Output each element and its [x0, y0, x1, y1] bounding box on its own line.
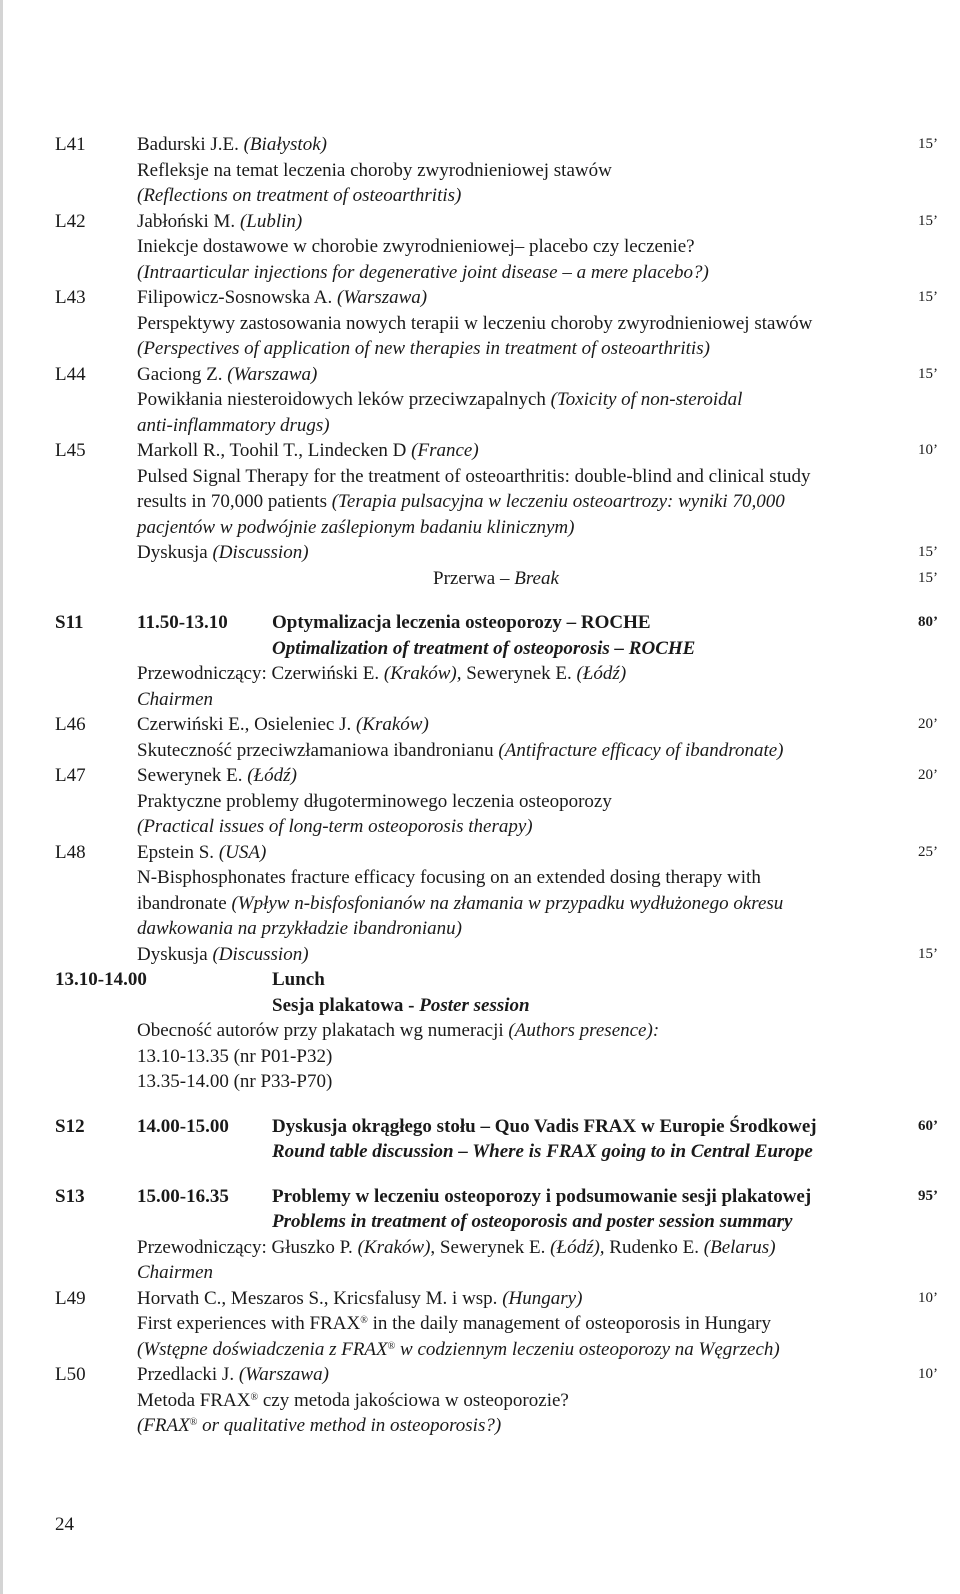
- entry-text: [137, 891, 783, 917]
- program-list: [0, 132, 960, 1439]
- text-segment: Problemy w leczeniu osteoporozy i podsumowanie sesji plakatowej: [272, 1185, 812, 1207]
- text-segment: (Warszawa): [238, 1364, 329, 1385]
- program-line: [0, 840, 960, 866]
- entry-text: [137, 712, 429, 738]
- session-title: [272, 967, 325, 993]
- text-segment: w codziennym leczeniu osteoporozy na Węgrzech): [395, 1338, 780, 1360]
- program-line: [0, 336, 960, 362]
- entry-text: [137, 942, 309, 968]
- text-segment: Horvath C., Meszaros S., Kricsfalusy M. i wsp.: [137, 1287, 503, 1309]
- duration: 25’: [918, 843, 938, 860]
- entry-text: [137, 489, 785, 515]
- entry-text: [137, 1337, 780, 1363]
- program-line: [0, 916, 960, 942]
- duration: 15’: [918, 544, 938, 560]
- program-line: [0, 362, 960, 388]
- session-title: [272, 1209, 792, 1235]
- program-line: [0, 1362, 960, 1388]
- text-segment: (Warszawa): [337, 287, 428, 308]
- text-segment: (Wpływ n-bisfosfonianów na złamania w przypadku wydłużonego okresu: [231, 892, 784, 914]
- session-title: [272, 993, 530, 1019]
- entry-text: [137, 1388, 569, 1414]
- entry-code: L49: [55, 1287, 86, 1309]
- text-segment: (France): [411, 440, 479, 461]
- program-line: [0, 763, 960, 789]
- text-segment: Chairmen: [137, 1262, 213, 1283]
- entry-text: [137, 132, 327, 158]
- program-line: [0, 814, 960, 840]
- entry-text: [137, 1044, 332, 1070]
- program-line: [0, 260, 960, 286]
- entry-text: [137, 387, 742, 413]
- text-segment: Obecność autorów przy plakatach wg numeracji: [137, 1020, 509, 1041]
- duration: 20’: [918, 767, 938, 783]
- text-segment: Metoda FRAX: [137, 1389, 251, 1411]
- program-line: [0, 1388, 960, 1414]
- program-line: [0, 413, 960, 439]
- text-segment: (Belarus): [703, 1236, 776, 1258]
- text-segment: (Intraarticular injections for degenerative joint disease – a mere placebo?): [137, 261, 709, 283]
- session-time: 11.50-13.10: [137, 612, 228, 633]
- program-line: [0, 311, 960, 337]
- entry-text: [137, 285, 427, 311]
- registered-mark: ®: [189, 1417, 198, 1428]
- text-segment: Optimalization of treatment of osteoporosis – ROCHE: [272, 637, 696, 659]
- session-title: [272, 1114, 817, 1140]
- text-segment: Powikłania niesteroidowych leków przeciwzapalnych: [137, 389, 551, 410]
- text-segment: in the daily management of osteoporosis in Hungary: [367, 1313, 771, 1334]
- text-segment: (Discussion): [212, 943, 309, 965]
- text-segment: czy metoda jakościowa w osteoporozie?: [258, 1389, 569, 1411]
- duration: 10’: [918, 442, 938, 458]
- entry-text: [137, 916, 462, 942]
- entry-code: L46: [55, 714, 86, 735]
- text-segment: (Kraków): [357, 1236, 431, 1258]
- text-segment: (Łódź): [576, 663, 627, 684]
- session-time: 15.00-16.35: [137, 1185, 229, 1207]
- program-line: [0, 942, 960, 968]
- text-segment: Gaciong Z.: [137, 363, 228, 385]
- entry-code: L44: [55, 363, 86, 385]
- program-line: [0, 712, 960, 738]
- program-line: [0, 1069, 960, 1095]
- text-segment: Lunch: [272, 969, 325, 990]
- duration: 15’: [918, 945, 938, 962]
- text-segment: (Discussion): [212, 542, 309, 563]
- text-segment: (Practical issues of long-term osteoporosis therapy): [137, 816, 533, 837]
- entry-text: [137, 260, 709, 286]
- entry-text: [137, 763, 297, 789]
- program-line: [0, 1286, 960, 1312]
- entry-text: [137, 234, 695, 260]
- entry-text: [137, 1286, 582, 1312]
- text-segment: Sewerynek E.: [137, 765, 248, 786]
- program-line: [0, 1260, 960, 1286]
- duration: 20’: [918, 716, 938, 732]
- duration: 15’: [918, 136, 938, 152]
- entry-text: [137, 661, 626, 687]
- entry-text: [137, 1235, 776, 1261]
- program-line: [0, 1209, 960, 1235]
- program-line: [0, 1184, 960, 1210]
- entry-text: [137, 1184, 229, 1210]
- text-segment: Round table discussion – Where is FRAX going to in Central Europe: [272, 1141, 813, 1162]
- text-segment: Przewodniczący: Głuszko P.: [137, 1236, 358, 1258]
- text-segment: Markoll R., Toohil T., Lindecken D: [137, 440, 412, 461]
- entry-code: S13: [55, 1185, 85, 1207]
- program-line: [0, 1018, 960, 1044]
- text-segment: ibandronate: [137, 892, 232, 914]
- entry-code: 13.10-14.00: [55, 969, 147, 990]
- entry-code: L41: [55, 134, 86, 155]
- duration: 15’: [918, 569, 938, 586]
- program-line: [0, 1337, 960, 1363]
- entry-text: [137, 540, 309, 566]
- text-segment: Optymalizacja leczenia osteoporozy – ROCHE: [272, 612, 651, 633]
- text-segment: N-Bisphosphonates fracture efficacy focusing on an extended dosing therapy with: [137, 867, 761, 888]
- text-segment: (Perspectives of application of new therapies in treatment of osteoarthritis): [137, 338, 710, 359]
- text-segment: Sesja plakatowa -: [272, 994, 420, 1016]
- entry-text: [137, 413, 330, 439]
- entry-text: [137, 610, 228, 636]
- program-line: [0, 209, 960, 235]
- entry-code: L43: [55, 287, 86, 308]
- entry-code: S11: [55, 612, 84, 633]
- entry-text: [137, 1114, 229, 1140]
- text-segment: Przedlacki J.: [137, 1364, 239, 1385]
- program-line: [0, 438, 960, 464]
- text-segment: Dyskusja okrągłego stołu – Quo Vadis FRAX w Europie Środkowej: [272, 1115, 817, 1137]
- text-segment: Epstein S.: [137, 841, 219, 863]
- text-segment: (Antifracture efficacy of ibandronate): [498, 739, 784, 761]
- entry-text: [137, 840, 266, 866]
- text-segment: (Wstępne doświadczenia z FRAX: [137, 1338, 388, 1360]
- entry-text: [137, 311, 812, 337]
- program-line: [0, 183, 960, 209]
- text-segment: (Łódź),: [550, 1236, 605, 1258]
- duration: 15’: [918, 365, 938, 382]
- duration: 10’: [918, 1366, 938, 1382]
- text-segment: (FRAX: [137, 1415, 190, 1436]
- entry-text: [137, 814, 533, 840]
- duration: 95’: [918, 1187, 938, 1204]
- session-time: 14.00-15.00: [137, 1115, 229, 1137]
- duration: 15’: [918, 289, 938, 305]
- text-segment: results in 70,000 patients: [137, 491, 332, 512]
- entry-text: [137, 464, 810, 490]
- program-line: [0, 738, 960, 764]
- entry-text: [137, 789, 612, 815]
- registered-mark: ®: [387, 1340, 396, 1352]
- text-segment: First experiences with FRAX: [137, 1313, 361, 1334]
- text-segment: Czerwiński E., Osieleniec J.: [137, 714, 356, 735]
- entry-code: L47: [55, 765, 86, 786]
- text-segment: (Reflections on treatment of osteoarthritis): [137, 185, 462, 206]
- text-segment: Chairmen: [137, 688, 213, 710]
- text-segment: Dyskusja: [137, 542, 213, 563]
- text-segment: , Sewerynek E.: [430, 1236, 551, 1258]
- text-segment: pacjentów w podwójnie zaślepionym badaniu klinicznym): [137, 516, 575, 538]
- entry-text: [137, 1311, 771, 1337]
- registered-mark: ®: [360, 1315, 368, 1326]
- text-segment: 13.35-14.00 (nr P33-P70): [137, 1071, 333, 1092]
- text-segment: (USA): [218, 841, 267, 863]
- entry-text: [137, 158, 612, 184]
- program-line: [0, 865, 960, 891]
- program-line: [0, 687, 960, 713]
- text-segment: Jabłoński M.: [137, 210, 240, 232]
- program-line: [0, 464, 960, 490]
- entry-text: [137, 336, 710, 362]
- text-segment: 13.10-13.35 (nr P01-P32): [137, 1045, 333, 1067]
- program-line: [0, 636, 960, 662]
- program-line: [0, 610, 960, 636]
- entry-text: [137, 183, 461, 209]
- text-segment: (Kraków): [355, 714, 429, 735]
- program-line: [0, 993, 960, 1019]
- text-segment: Pulsed Signal Therapy for the treatment of osteoarthritis: double-blind and clinical study: [137, 465, 811, 487]
- entry-code: L50: [55, 1364, 86, 1385]
- text-segment: (Terapia pulsacyjna w leczeniu osteoartrozy: wyniki 70,000: [331, 491, 785, 512]
- text-segment: Dyskusja: [137, 943, 213, 965]
- text-segment: (Toxicity of non-steroidal: [550, 389, 743, 410]
- entry-text: [137, 515, 574, 541]
- program-line: [0, 285, 960, 311]
- entry-text: [137, 738, 784, 764]
- entry-text: [137, 1362, 329, 1388]
- entry-text: [433, 566, 559, 592]
- text-segment: Przerwa –: [433, 567, 515, 589]
- session-title: [272, 1184, 811, 1210]
- text-segment: anti-inflammatory drugs): [137, 414, 330, 436]
- text-segment: Problems in treatment of osteoporosis and poster session summary: [272, 1211, 793, 1232]
- text-segment: or qualitative method in osteoporosis?): [197, 1415, 502, 1436]
- duration: 15’: [918, 212, 938, 229]
- program-line: [0, 515, 960, 541]
- text-segment: Rudenko E.: [604, 1236, 704, 1258]
- text-segment: (Białystok): [243, 134, 327, 155]
- text-segment: (Warszawa): [227, 363, 318, 385]
- text-segment: Przewodniczący: Czerwiński E.: [137, 663, 384, 684]
- entry-text: [137, 1018, 659, 1044]
- program-line: [0, 1139, 960, 1165]
- text-segment: Sewerynek E.: [461, 663, 577, 684]
- program-line: [0, 489, 960, 515]
- entry-code: L45: [55, 440, 86, 461]
- duration: 80’: [918, 614, 938, 630]
- text-segment: (Lublin): [239, 210, 303, 232]
- program-line: [0, 566, 960, 592]
- text-segment: Perspektywy zastosowania nowych terapii w leczeniu choroby zwyrodnieniowej stawów: [137, 312, 813, 334]
- entry-code: L48: [55, 841, 86, 863]
- program-line: [0, 789, 960, 815]
- program-line: [0, 132, 960, 158]
- program-line: [0, 891, 960, 917]
- registered-mark: ®: [250, 1391, 259, 1403]
- duration: 60’: [918, 1117, 938, 1134]
- text-segment: Poster session: [419, 994, 530, 1016]
- text-segment: dawkowania na przykładzie ibandronianu): [137, 918, 462, 939]
- text-segment: Refleksje na temat leczenia choroby zwyrodnieniowej stawów: [137, 159, 612, 181]
- text-segment: Iniekcje dostawowe w chorobie zwyrodnieniowej– placebo czy leczenie?: [137, 236, 695, 257]
- entry-text: [137, 438, 479, 464]
- program-line: [0, 540, 960, 566]
- program-line: [0, 1311, 960, 1337]
- session-title: [272, 610, 651, 636]
- program-line: [0, 1044, 960, 1070]
- text-segment: Filipowicz-Sosnowska A.: [137, 287, 338, 308]
- program-line: [0, 387, 960, 413]
- program-line: [0, 661, 960, 687]
- program-line: [0, 1235, 960, 1261]
- session-title: [272, 636, 695, 662]
- session-title: [272, 1139, 813, 1165]
- duration: 10’: [918, 1289, 938, 1306]
- text-segment: Skuteczność przeciwzłamaniowa ibandronianu: [137, 739, 499, 761]
- text-segment: Badurski J.E.: [137, 134, 244, 155]
- program-line: [0, 967, 960, 993]
- text-segment: (Authors presence):: [508, 1020, 660, 1041]
- entry-text: [137, 362, 317, 388]
- entry-text: [137, 687, 213, 713]
- entry-text: [137, 1069, 332, 1095]
- program-line: [0, 234, 960, 260]
- page-number: 24: [55, 1514, 74, 1535]
- program-line: [0, 1413, 960, 1439]
- text-segment: Break: [514, 567, 559, 589]
- text-segment: (Hungary): [502, 1287, 583, 1309]
- entry-text: [137, 1413, 501, 1439]
- program-line: [0, 158, 960, 184]
- text-segment: (Kraków),: [383, 663, 462, 684]
- entry-code: L42: [55, 210, 86, 232]
- entry-code: S12: [55, 1115, 85, 1137]
- program-line: [0, 1114, 960, 1140]
- entry-text: [137, 1260, 213, 1286]
- text-segment: (Łódź): [247, 765, 297, 786]
- text-segment: Praktyczne problemy długoterminowego leczenia osteoporozy: [137, 790, 612, 812]
- entry-text: [137, 209, 302, 235]
- entry-text: [137, 865, 761, 891]
